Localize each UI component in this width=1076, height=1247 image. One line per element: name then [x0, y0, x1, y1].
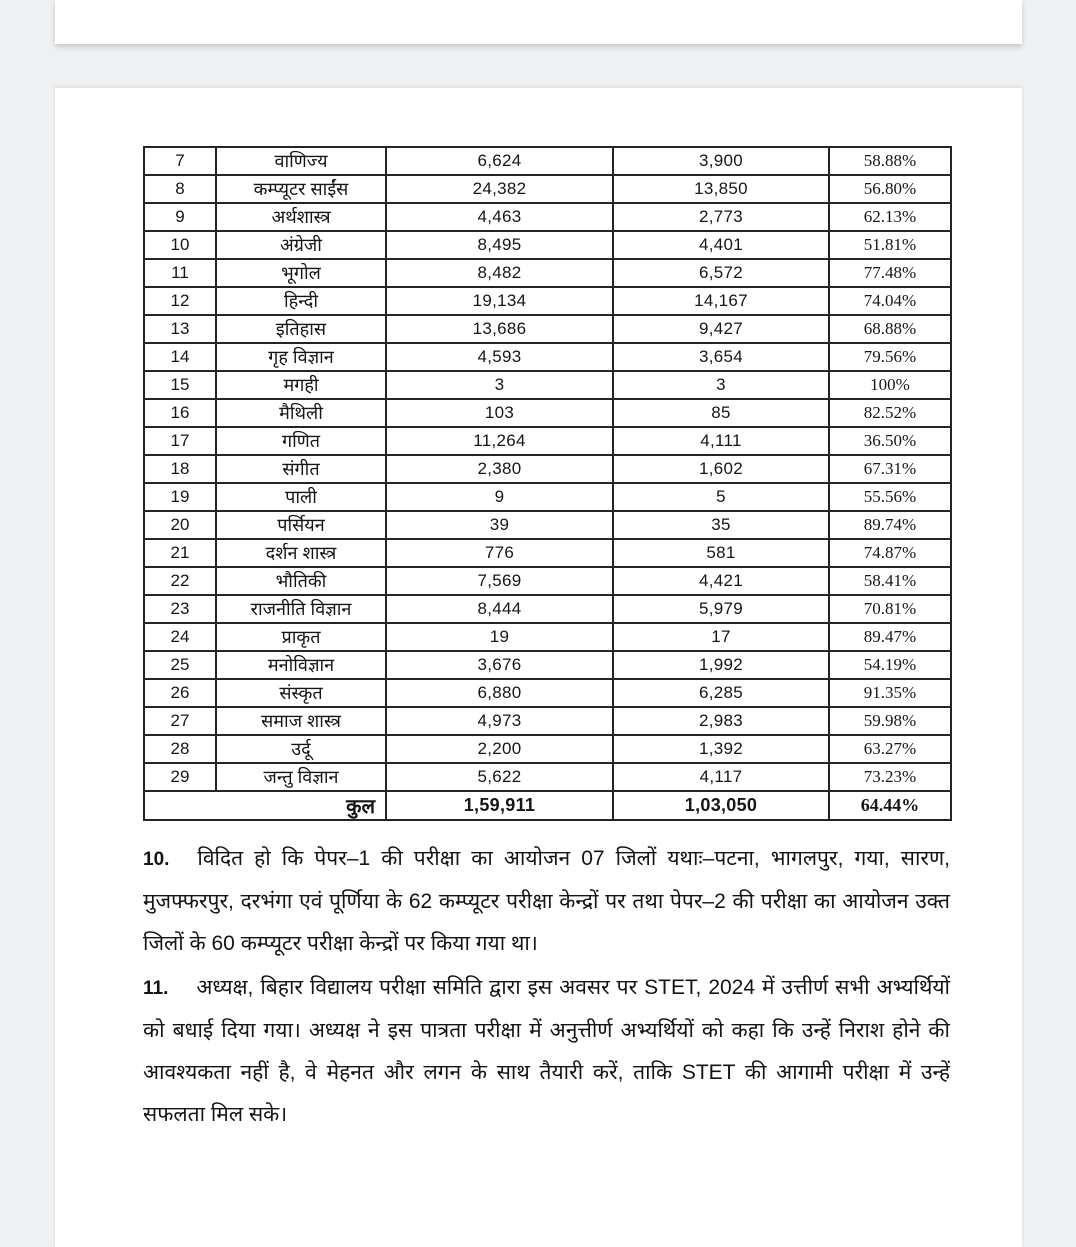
- table-row: [144, 175, 951, 203]
- table-row: [144, 203, 951, 231]
- appeared-cell: 4,593: [386, 343, 613, 371]
- subject-cell: पर्सियन: [216, 511, 386, 539]
- passed-cell: 3,654: [613, 343, 829, 371]
- appeared-cell: 13,686: [386, 315, 613, 343]
- subject-cell: दर्शन शास्त्र: [216, 539, 386, 567]
- appeared-cell: 3,676: [386, 651, 613, 679]
- passed-cell: 17: [613, 623, 829, 651]
- passed-cell: 5: [613, 483, 829, 511]
- subject-cell: भूगोल: [216, 259, 386, 287]
- table-row: [144, 399, 951, 427]
- subject-cell: भौतिकी: [216, 567, 386, 595]
- appeared-cell: 8,482: [386, 259, 613, 287]
- appeared-cell: 6,624: [386, 147, 613, 175]
- serial-cell: 12: [144, 287, 216, 315]
- passed-cell: 4,401: [613, 231, 829, 259]
- serial-cell: 24: [144, 623, 216, 651]
- subject-cell: कम्प्यूटर साईंस: [216, 175, 386, 203]
- subject-cell: समाज शास्त्र: [216, 707, 386, 735]
- table-row: [144, 483, 951, 511]
- previous-page-edge: [55, 0, 1022, 44]
- subject-cell: अंग्रेजी: [216, 231, 386, 259]
- percent-cell: 70.81%: [829, 595, 951, 623]
- appeared-cell: 776: [386, 539, 613, 567]
- subject-cell: वाणिज्य: [216, 147, 386, 175]
- appeared-cell: 24,382: [386, 175, 613, 203]
- percent-cell: 89.74%: [829, 511, 951, 539]
- subject-cell: पाली: [216, 483, 386, 511]
- serial-cell: 23: [144, 595, 216, 623]
- paragraph-text: विदित हो कि पेपर–1 की परीक्षा का आयोजन 07 जिलों यथाः–पटना, भागलपुर, गया, सारण, मुजफ्फरपुर, दरभंगा एवं पूर्णिया के 62 कम्प्यूटर परीक्षा केन्द्रों पर तथा पेपर–2 की परीक्षा का आयोजन उक्त जिलों के 60 कम्प्यूटर परीक्षा केन्द्रों पर किया गया था।: [143, 847, 950, 955]
- passed-cell: 13,850: [613, 175, 829, 203]
- table-row: [144, 763, 951, 791]
- table-row: [144, 623, 951, 651]
- subject-cell: मगही: [216, 371, 386, 399]
- percent-cell: 79.56%: [829, 343, 951, 371]
- appeared-cell: 5,622: [386, 763, 613, 791]
- percent-cell: 59.98%: [829, 707, 951, 735]
- table-row: [144, 567, 951, 595]
- appeared-cell: 6,880: [386, 679, 613, 707]
- appeared-cell: 4,973: [386, 707, 613, 735]
- appeared-cell: 39: [386, 511, 613, 539]
- total-passed-cell: 1,03,050: [613, 791, 829, 820]
- passed-cell: 1,392: [613, 735, 829, 763]
- passed-cell: 4,117: [613, 763, 829, 791]
- table-row: [144, 315, 951, 343]
- percent-cell: 68.88%: [829, 315, 951, 343]
- serial-cell: 13: [144, 315, 216, 343]
- table-row: [144, 511, 951, 539]
- passed-cell: 5,979: [613, 595, 829, 623]
- appeared-cell: 103: [386, 399, 613, 427]
- percent-cell: 58.88%: [829, 147, 951, 175]
- appeared-cell: 19: [386, 623, 613, 651]
- table-row: [144, 147, 951, 175]
- passed-cell: 3: [613, 371, 829, 399]
- appeared-cell: 19,134: [386, 287, 613, 315]
- table-row: [144, 539, 951, 567]
- appeared-cell: 11,264: [386, 427, 613, 455]
- serial-cell: 29: [144, 763, 216, 791]
- subject-cell: इतिहास: [216, 315, 386, 343]
- serial-cell: 10: [144, 231, 216, 259]
- percent-cell: 82.52%: [829, 399, 951, 427]
- paragraph-text: अध्यक्ष, बिहार विद्यालय परीक्षा समिति द्वारा इस अवसर पर STET, 2024 में उत्तीर्ण सभी अभ्यर्थियों को बधाई दिया गया। अध्यक्ष ने इस पात्रता परीक्षा में अनुत्तीर्ण अभ्यर्थियों को कहा कि उन्हें निराश होने की आवश्यकता नहीं है, वे मेहनत और लगन के साथ तैयारी करें, ताकि STET की आगामी परीक्षा में उन्हें सफलता मिल सके।: [143, 976, 950, 1126]
- subject-cell: प्राकृत: [216, 623, 386, 651]
- appeared-cell: 9: [386, 483, 613, 511]
- subject-cell: गणित: [216, 427, 386, 455]
- serial-cell: 18: [144, 455, 216, 483]
- serial-cell: 28: [144, 735, 216, 763]
- serial-cell: 17: [144, 427, 216, 455]
- percent-cell: 77.48%: [829, 259, 951, 287]
- document-page: [55, 88, 1022, 1247]
- table-row: [144, 735, 951, 763]
- subject-cell: संगीत: [216, 455, 386, 483]
- paragraph-number: 10.: [143, 849, 170, 870]
- table-row: [144, 455, 951, 483]
- passed-cell: 581: [613, 539, 829, 567]
- serial-cell: 14: [144, 343, 216, 371]
- percent-cell: 74.87%: [829, 539, 951, 567]
- appeared-cell: 2,200: [386, 735, 613, 763]
- appeared-cell: 3: [386, 371, 613, 399]
- appeared-cell: 7,569: [386, 567, 613, 595]
- percent-cell: 51.81%: [829, 231, 951, 259]
- percent-cell: 58.41%: [829, 567, 951, 595]
- table-row: [144, 707, 951, 735]
- serial-cell: 22: [144, 567, 216, 595]
- subject-cell: मैथिली: [216, 399, 386, 427]
- serial-cell: 26: [144, 679, 216, 707]
- serial-cell: 21: [144, 539, 216, 567]
- percent-cell: 56.80%: [829, 175, 951, 203]
- serial-cell: 27: [144, 707, 216, 735]
- passed-cell: 2,983: [613, 707, 829, 735]
- serial-cell: 25: [144, 651, 216, 679]
- total-appeared-cell: 1,59,911: [386, 791, 613, 820]
- percent-cell: 89.47%: [829, 623, 951, 651]
- passed-cell: 1,992: [613, 651, 829, 679]
- percent-cell: 55.56%: [829, 483, 951, 511]
- serial-cell: 7: [144, 147, 216, 175]
- paragraph-11: [143, 967, 950, 1136]
- serial-cell: 11: [144, 259, 216, 287]
- subject-cell: मनोविज्ञान: [216, 651, 386, 679]
- subject-cell: जन्तु विज्ञान: [216, 763, 386, 791]
- percent-cell: 67.31%: [829, 455, 951, 483]
- percent-cell: 63.27%: [829, 735, 951, 763]
- table-row: [144, 427, 951, 455]
- percent-cell: 36.50%: [829, 427, 951, 455]
- passed-cell: 2,773: [613, 203, 829, 231]
- table-row: [144, 259, 951, 287]
- table-row: [144, 651, 951, 679]
- subject-cell: संस्कृत: [216, 679, 386, 707]
- passed-cell: 6,285: [613, 679, 829, 707]
- serial-cell: 16: [144, 399, 216, 427]
- table-row: [144, 595, 951, 623]
- table-row: [144, 679, 951, 707]
- appeared-cell: 8,444: [386, 595, 613, 623]
- percent-cell: 91.35%: [829, 679, 951, 707]
- serial-cell: 15: [144, 371, 216, 399]
- passed-cell: 85: [613, 399, 829, 427]
- subject-cell: हिन्दी: [216, 287, 386, 315]
- subject-cell: गृह विज्ञान: [216, 343, 386, 371]
- serial-cell: 9: [144, 203, 216, 231]
- percent-cell: 74.04%: [829, 287, 951, 315]
- results-table: [143, 146, 952, 821]
- appeared-cell: 2,380: [386, 455, 613, 483]
- subject-cell: राजनीति विज्ञान: [216, 595, 386, 623]
- total-percent-cell: 64.44%: [829, 791, 951, 820]
- percent-cell: 100%: [829, 371, 951, 399]
- passed-cell: 9,427: [613, 315, 829, 343]
- table-row: [144, 287, 951, 315]
- percent-cell: 73.23%: [829, 763, 951, 791]
- subject-cell: अर्थशास्त्र: [216, 203, 386, 231]
- table-row: [144, 343, 951, 371]
- passed-cell: 3,900: [613, 147, 829, 175]
- percent-cell: 62.13%: [829, 203, 951, 231]
- table-row: [144, 231, 951, 259]
- percent-cell: 54.19%: [829, 651, 951, 679]
- passed-cell: 6,572: [613, 259, 829, 287]
- passed-cell: 14,167: [613, 287, 829, 315]
- appeared-cell: 8,495: [386, 231, 613, 259]
- serial-cell: 19: [144, 483, 216, 511]
- table-total-row: [144, 791, 951, 820]
- passed-cell: 4,111: [613, 427, 829, 455]
- table-row: [144, 371, 951, 399]
- passed-cell: 4,421: [613, 567, 829, 595]
- total-label-cell: कुल: [144, 791, 386, 820]
- passed-cell: 35: [613, 511, 829, 539]
- paragraph-10: [143, 838, 950, 965]
- paragraph-number: 11.: [143, 978, 169, 999]
- body-text: [143, 838, 950, 1136]
- subject-cell: उर्दू: [216, 735, 386, 763]
- serial-cell: 8: [144, 175, 216, 203]
- passed-cell: 1,602: [613, 455, 829, 483]
- serial-cell: 20: [144, 511, 216, 539]
- appeared-cell: 4,463: [386, 203, 613, 231]
